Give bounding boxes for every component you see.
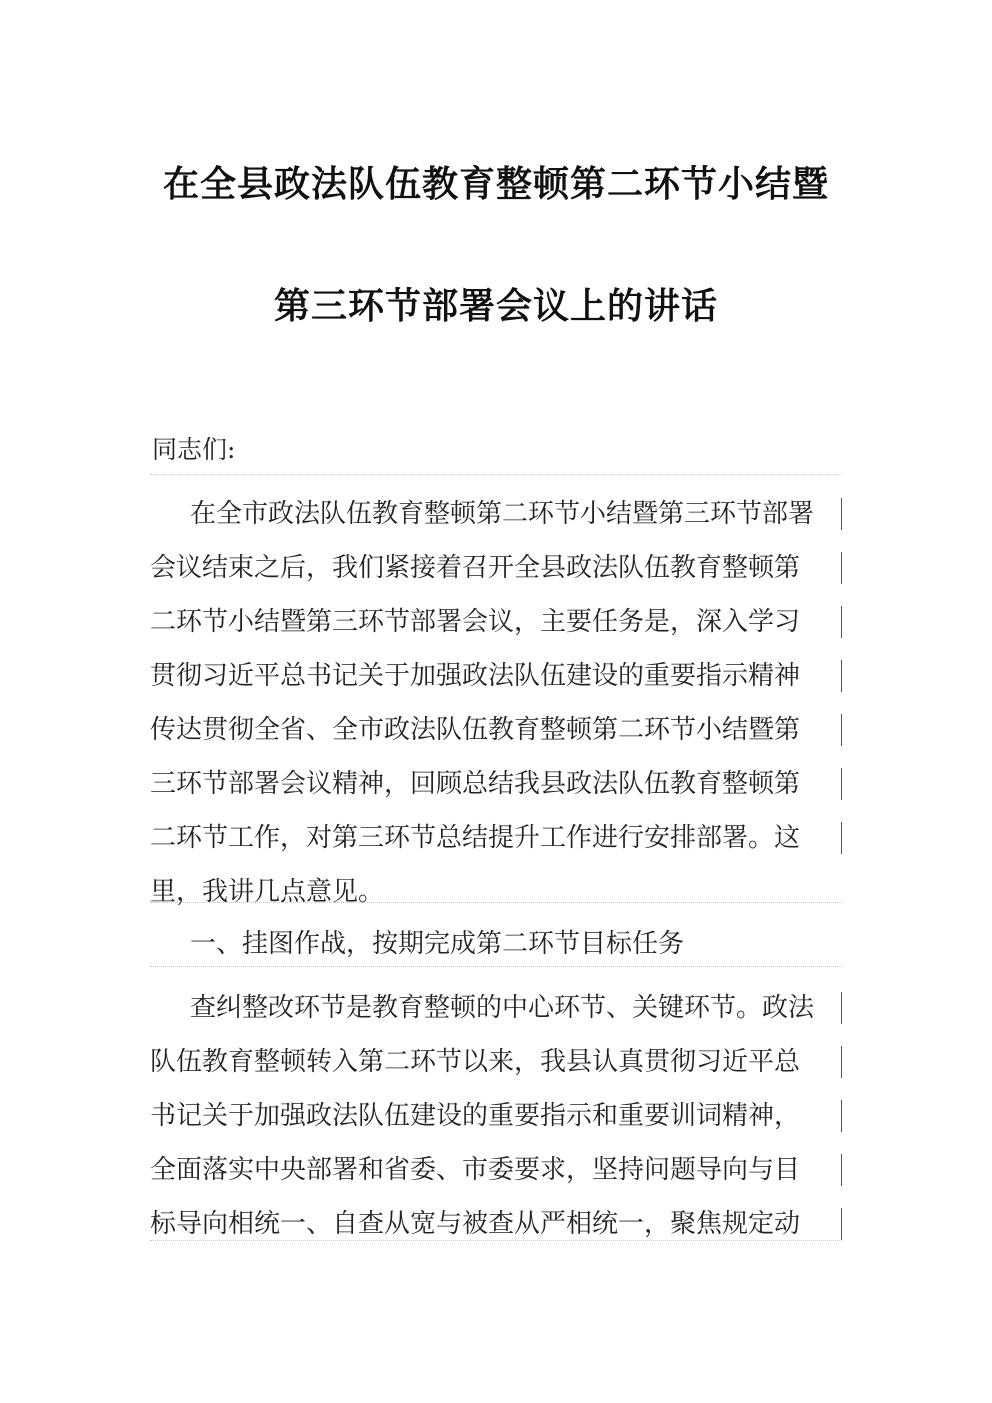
line-text: 标导向相统一、自查从宽与被查从严相统一，聚焦规定动 — [150, 1209, 801, 1239]
paragraph-separator — [150, 966, 842, 967]
line-text: 传达贯彻全省、全市政法队伍教育整顿第二环节小结暨第 — [150, 715, 801, 745]
paragraph-line — [150, 1206, 842, 1260]
line-text: 全面落实中央部署和省委、市委要求，坚持问题导向与目 — [150, 1155, 801, 1185]
line-end-marker — [841, 660, 842, 692]
line-text: 会议结束之后，我们紧接着召开全县政法队伍教育整顿第 — [150, 553, 801, 583]
line-end-marker — [841, 822, 842, 854]
line-end-marker — [841, 606, 842, 638]
line-end-marker — [841, 1100, 842, 1132]
heading-line — [150, 926, 842, 980]
line-text: 里，我讲几点意见。 — [150, 877, 385, 907]
line-end-marker — [841, 714, 842, 746]
line-text: 贯彻习近平总书记关于加强政法队伍建设的重要指示精神 — [150, 661, 801, 691]
paragraph-separator — [150, 902, 842, 903]
salutation: 同志们: — [152, 435, 236, 464]
heading-text: 一、挂图作战，按期完成第二环节目标任务 — [190, 929, 685, 959]
line-text: 二环节小结暨第三环节部署会议，主要任务是，深入学习 — [150, 607, 801, 637]
document-title-line-2: 第三环节部署会议上的讲话 — [273, 285, 718, 327]
paragraph-line — [150, 496, 842, 550]
paragraph-line — [150, 766, 842, 820]
paragraph-separator — [150, 474, 842, 475]
paragraph-line — [150, 1152, 842, 1206]
line-end-marker — [841, 1046, 842, 1078]
line-end-marker — [841, 1154, 842, 1186]
line-text: 队伍教育整顿转入第二环节以来，我县认真贯彻习近平总 — [150, 1047, 801, 1077]
line-text: 在全市政法队伍教育整顿第二环节小结暨第三环节部署 — [190, 499, 815, 529]
paragraph-line — [150, 874, 842, 928]
line-end-marker — [841, 498, 842, 530]
paragraph-line — [150, 820, 842, 874]
line-text: 查纠整改环节是教育整顿的中心环节、关键环节。政法 — [190, 993, 815, 1023]
document-title-line-1: 在全县政法队伍教育整顿第二环节小结暨 — [162, 163, 829, 205]
paragraph-line — [150, 658, 842, 712]
paragraph-line — [150, 712, 842, 766]
line-end-marker — [841, 992, 842, 1024]
paragraph-line — [150, 990, 842, 1044]
paragraph-separator — [150, 1240, 842, 1241]
line-text: 书记关于加强政法队伍建设的重要指示和重要训词精神， — [150, 1101, 801, 1131]
paragraph-line — [150, 550, 842, 604]
paragraph-line — [150, 1098, 842, 1152]
paragraph-line — [150, 1044, 842, 1098]
paragraph-line — [150, 604, 842, 658]
line-end-marker — [841, 768, 842, 800]
line-text: 二环节工作，对第三环节总结提升工作进行安排部署。这 — [150, 823, 801, 853]
line-end-marker — [841, 552, 842, 584]
line-text: 三环节部署会议精神，回顾总结我县政法队伍教育整顿第 — [150, 769, 801, 799]
line-end-marker — [841, 1208, 842, 1240]
